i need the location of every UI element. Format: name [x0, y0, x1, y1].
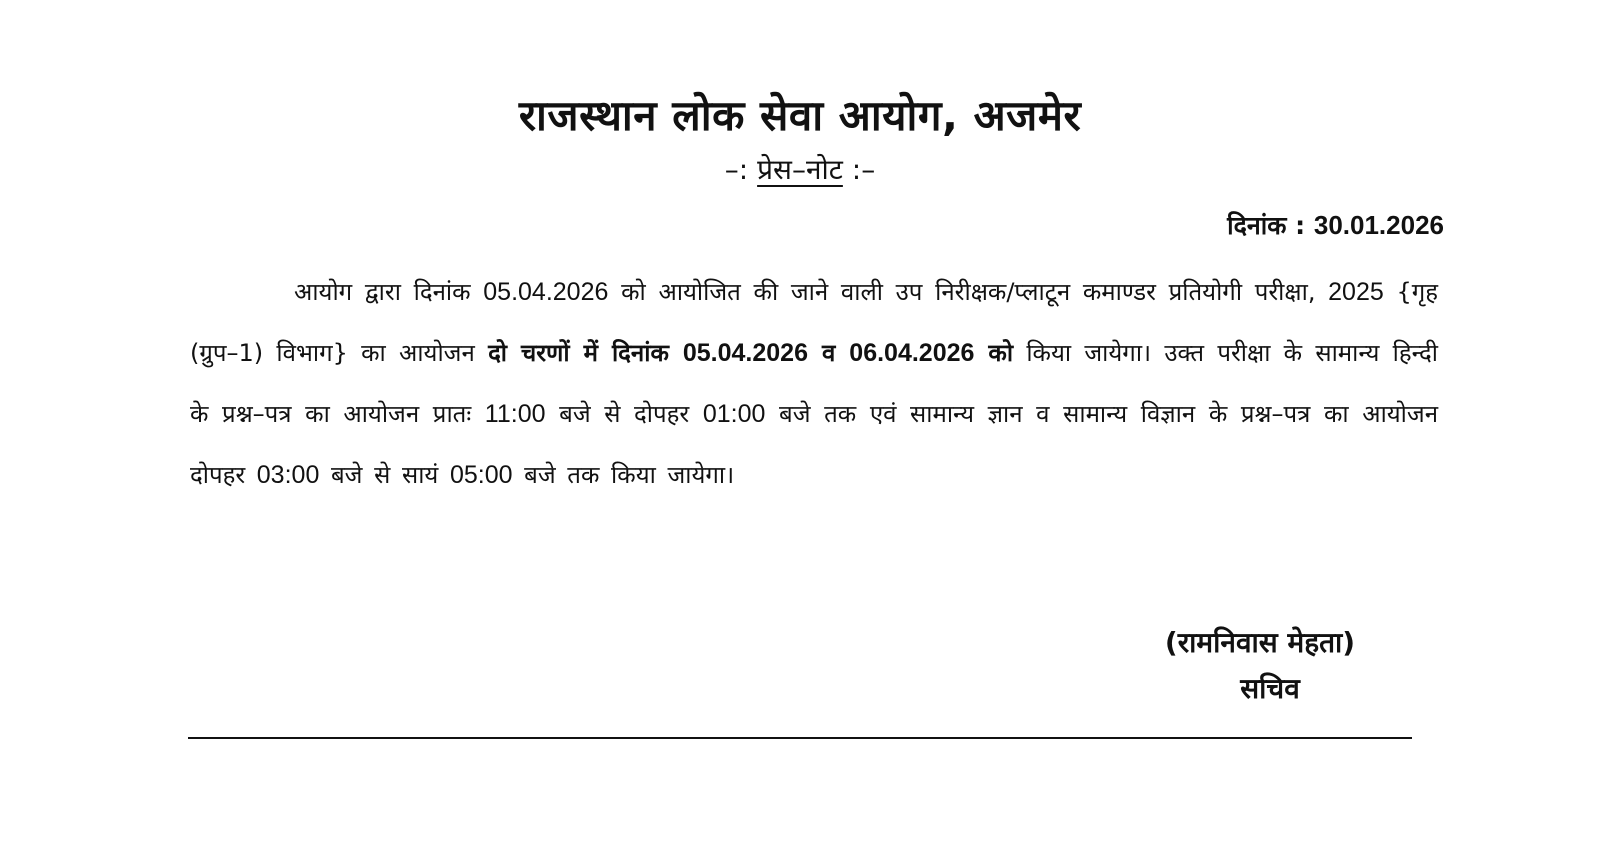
time-end-2: 05:00 [449, 461, 513, 489]
body-part-7: बजे से सायं [319, 461, 450, 489]
body-part-2: को आयोजित की जाने वाली उप निरीक्षक/प्लाटून कमाण्डर प्रतियोगी परीक्षा, [608, 278, 1329, 306]
body-part-1: आयोग द्वारा दिनांक [294, 278, 484, 306]
body-bold-2: व [807, 339, 850, 367]
date-value: 30.01.2026 [1313, 210, 1444, 240]
heading-text: प्रेस–नोट [757, 153, 843, 186]
body-part-5: बजे से दोपहर [545, 400, 703, 428]
bottom-divider [188, 737, 1412, 739]
signature-block [1130, 620, 1390, 712]
press-note-heading [0, 150, 1600, 188]
phase-date-1: 05.04.2026 [682, 339, 808, 367]
time-end-1: 01:00 [702, 400, 766, 428]
body-bold-3: को [974, 339, 1014, 367]
heading-suffix: :– [842, 153, 876, 186]
body-paragraph [190, 262, 1438, 506]
exam-date: 05.04.2026 [483, 278, 609, 306]
body-bold-1: दो चरणों में दिनांक [488, 339, 683, 367]
body-part-3: {गृह (ग्रुप–1) विभाग} का आयोजन [190, 278, 1439, 367]
signatory-designation: सचिव [1240, 672, 1300, 705]
date-line [1227, 208, 1444, 242]
body-part-4: किया जायेगा। उक्त परीक्षा के सामान्य हिन्दी के प्रश्न–पत्र का आयोजन प्रातः [190, 339, 1438, 428]
body-part-8: बजे तक किया जायेगा। [512, 461, 735, 489]
time-start-1: 11:00 [484, 400, 546, 428]
page-title: राजस्थान लोक सेवा आयोग, अजमेर [518, 91, 1082, 140]
date-label: दिनांक : [1227, 211, 1314, 240]
heading-prefix: –: [724, 153, 758, 186]
time-start-2: 03:00 [256, 461, 320, 489]
exam-year: 2025 [1328, 278, 1384, 306]
phase-date-2: 06.04.2026 [849, 339, 975, 367]
signatory-name: (रामनिवास मेहता) [1164, 626, 1356, 659]
body-part-6: बजे तक एवं सामान्य ज्ञान व सामान्य विज्ञान के प्रश्न–पत्र का आयोजन दोपहर [190, 400, 1439, 489]
